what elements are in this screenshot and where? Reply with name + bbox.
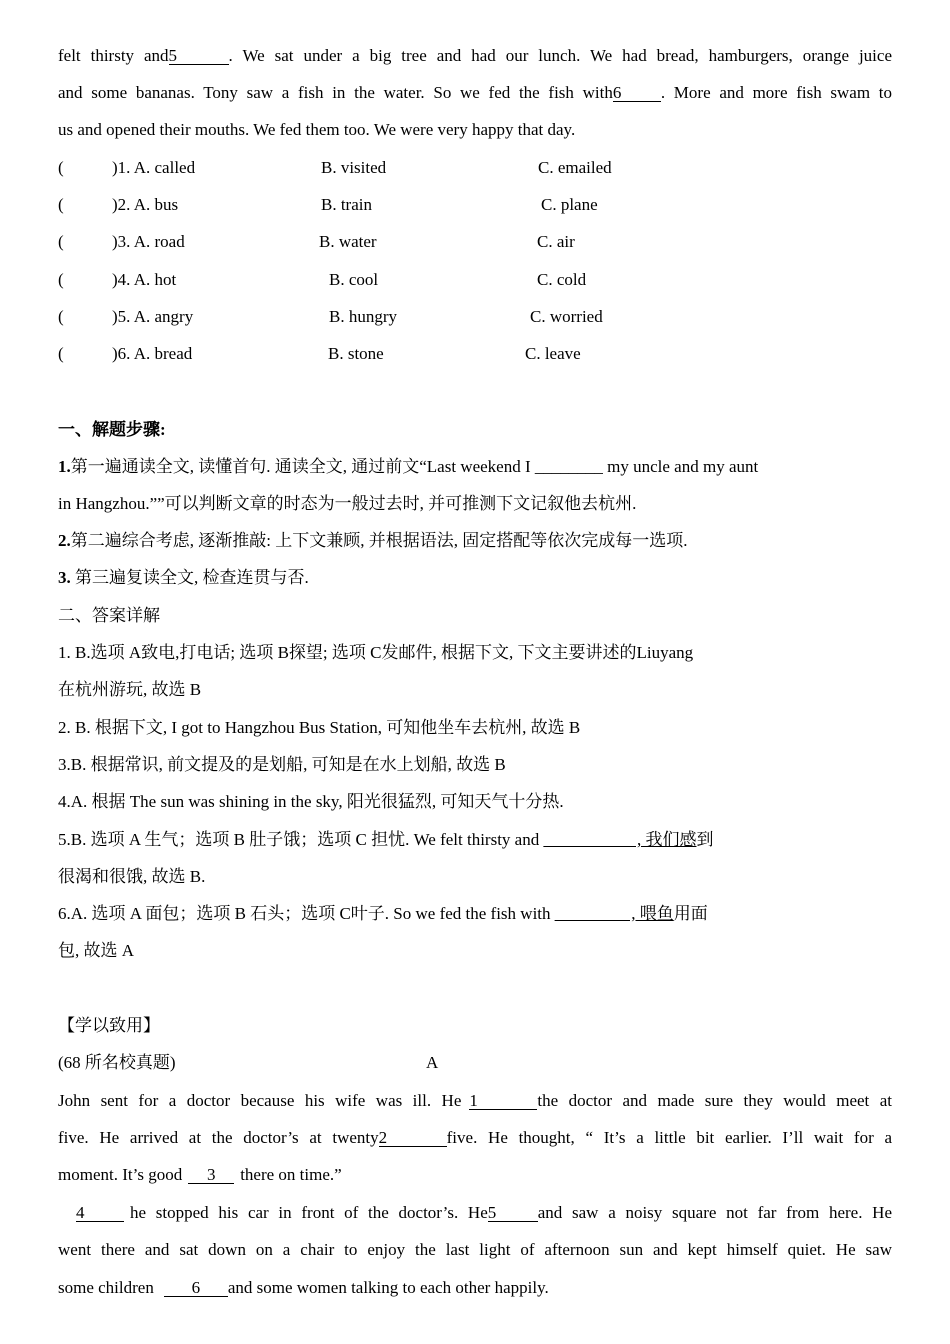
passage-text: he stopped his car in front of the doctor’s. He xyxy=(130,1203,488,1222)
option-b: B. stone xyxy=(328,344,384,363)
option-b: B. hungry xyxy=(329,307,397,326)
blank-5: 5 xyxy=(169,47,229,65)
step-2 xyxy=(58,531,687,551)
answer-underlined: ______ ____ , 我们感 xyxy=(543,830,697,849)
step-3 xyxy=(58,568,309,588)
blank-3: 3 xyxy=(188,1166,234,1184)
passage-text: and some bananas. Tony saw a fish in the water. So we fed the fish with xyxy=(58,83,613,102)
practice-line-3 xyxy=(58,1165,342,1185)
blank-4: 4 xyxy=(76,1204,124,1222)
option-a: )6. A. bread xyxy=(112,344,193,363)
passage-text: John sent for a doctor because his wife was ill. He xyxy=(58,1091,462,1110)
step-text: 第三遍复读全文, 检查连贯与否. xyxy=(70,568,309,587)
passage-line-2 xyxy=(58,83,892,103)
passage-text: some children xyxy=(58,1278,154,1297)
passage-text: moment. It’s good xyxy=(58,1165,183,1184)
option-paren: ( xyxy=(58,158,64,177)
option-c: C. leave xyxy=(525,344,581,363)
option-c: C. plane xyxy=(541,195,598,214)
answer-text: 6.A. 选项 A 面包；选项 B 石头；选项 C叶子. So we fed the fish with xyxy=(58,904,555,923)
option-paren: ( xyxy=(58,232,64,251)
blank-6: 6 xyxy=(613,84,661,102)
answer-5-line-2: 很渴和很饿, 故选 B. xyxy=(58,867,206,886)
answer-5-line-1 xyxy=(58,830,713,850)
answer-underlined: ___ _____ , 喂鱼 xyxy=(554,904,674,923)
answer-1-line-2: 在杭州游玩, 故选 B xyxy=(58,680,202,699)
blank-6: 6 xyxy=(164,1279,228,1297)
passage-text: felt thirsty and xyxy=(58,46,169,65)
blank-2: 2 xyxy=(379,1129,447,1147)
passage-text: and some women talking to each other happily. xyxy=(227,1278,549,1297)
passage-text: five. He thought, “ It’s a little bit earlier. I’ll wait for a xyxy=(446,1128,892,1147)
practice-line-4 xyxy=(58,1203,892,1223)
step-number: 3. xyxy=(58,568,71,587)
answer-6-line-1 xyxy=(58,904,708,924)
option-a: )2. A. bus xyxy=(112,195,179,214)
option-c: C. worried xyxy=(530,307,603,326)
option-a: )5. A. angry xyxy=(112,307,194,326)
practice-heading: 【学以致用】 xyxy=(58,1016,160,1035)
practice-source: (68 所名校真题) xyxy=(58,1053,176,1072)
option-c: C. emailed xyxy=(538,158,612,177)
passage-text: five. He arrived at the doctor’s at twenty xyxy=(58,1128,379,1147)
practice-line-1 xyxy=(58,1091,892,1111)
step-number: 1. xyxy=(58,457,71,476)
passage-line-3: us and opened their mouths. We fed them too. We were very happy that day. xyxy=(58,120,576,139)
passage-text: the doctor and made sure they would meet at xyxy=(537,1091,892,1110)
answer-text: 用面 xyxy=(673,904,708,923)
passage-text: . We sat under a big tree and had our lunch. We had bread, hamburgers, orange juice xyxy=(228,46,892,65)
option-a: )1. A. called xyxy=(112,158,196,177)
option-paren: ( xyxy=(58,344,64,363)
option-a: )3. A. road xyxy=(112,232,185,251)
passage-line-1 xyxy=(58,46,892,66)
practice-line-2 xyxy=(58,1128,892,1148)
step-number: 2. xyxy=(58,531,71,550)
option-a: )4. A. hot xyxy=(112,270,177,289)
step-text: 第一遍通读全文, 读懂首句. 通读全文, 通过前文“Last weekend I ________ my uncle and my aunt xyxy=(70,457,759,476)
answer-text: 5.B. 选项 A 生气；选项 B 肚子饿；选项 C 担忧. We felt thirsty and xyxy=(58,830,544,849)
option-b: B. water xyxy=(319,232,377,251)
passage-text: . More and more fish swam to xyxy=(660,83,892,102)
blank-1: 1 xyxy=(469,1092,537,1110)
option-c: C. air xyxy=(537,232,575,251)
answer-2: 2. B. 根据下文, I got to Hangzhou Bus Station, 可知他坐车去杭州, 故选 B xyxy=(58,718,581,737)
practice-line-5: went there and sat down on a chair to enjoy the last light of afternoon sun and kept himself quiet. He saw xyxy=(58,1240,892,1259)
option-c: C. cold xyxy=(537,270,587,289)
answer-6-line-2: 包, 故选 A xyxy=(58,941,135,960)
answers-heading: 二、答案详解 xyxy=(58,606,160,625)
step-1-line-1 xyxy=(58,457,758,477)
passage-text: there on time.” xyxy=(240,1165,342,1184)
answer-text: 到 xyxy=(696,830,714,849)
option-paren: ( xyxy=(58,195,64,214)
steps-heading: 一、解题步骤: xyxy=(58,420,166,439)
option-paren: ( xyxy=(58,270,64,289)
passage-label: A xyxy=(426,1053,439,1072)
answer-4: 4.A. 根据 The sun was shining in the sky, 阳光很猛烈, 可知天气十分热. xyxy=(58,792,564,811)
option-b: B. train xyxy=(321,195,372,214)
step-1-line-2: in Hangzhou.””可以判断文章的时态为一般过去时, 并可推测下文记叙他去杭州. xyxy=(58,494,637,513)
blank-5: 5 xyxy=(488,1204,538,1222)
option-paren: ( xyxy=(58,307,64,326)
answer-1-line-1: 1. B.选项 A致电,打电话; 选项 B探望; 选项 C发邮件, 根据下文, 下文主要讲述的Liuyang xyxy=(58,643,694,662)
practice-line-6 xyxy=(58,1278,549,1298)
answer-3: 3.B. 根据常识, 前文提及的是划船, 可知是在水上划船, 故选 B xyxy=(58,755,506,774)
step-text: 第二遍综合考虑, 逐渐推敲: 上下文兼顾, 并根据语法, 固定搭配等依次完成每一选项. xyxy=(70,531,688,550)
passage-text: and saw a noisy square not far from here. He xyxy=(537,1203,892,1222)
option-b: B. cool xyxy=(329,270,379,289)
option-b: B. visited xyxy=(321,158,387,177)
